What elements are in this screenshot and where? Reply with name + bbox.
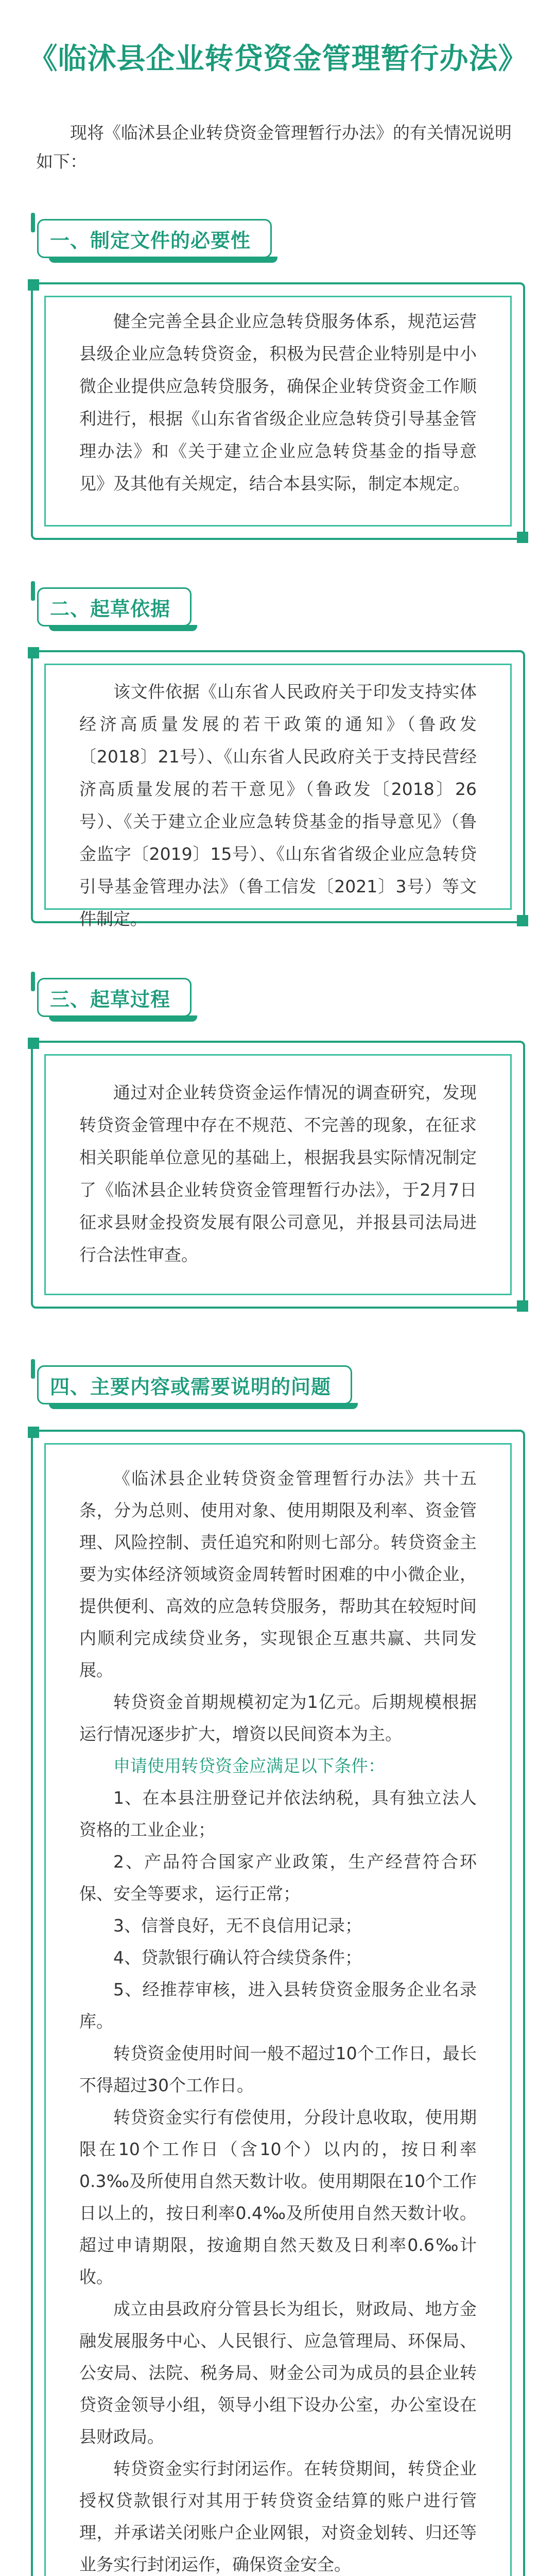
page-title: 《临沭县企业转贷资金管理暂行办法》 <box>28 42 528 76</box>
condition-item: 5、经推荐审核，进入县转贷资金服务企业名录库。 <box>79 1979 477 2031</box>
section-4-paragraph: 成立由县政府分管县长为组长，财政局、地方金融发展服务中心、人民银行、应急管理局、环保局、公安局、法院、税务局、财金公司为成员的县企业转贷资金领导小组，领导小组下设办公室，办公室设在县财政局。 <box>79 2299 477 2447</box>
section-1-box <box>31 282 525 540</box>
section-4-heading <box>31 1365 422 1413</box>
section-4-paragraph: 转贷资金使用时间一般不超过10个工作日，最长不得超过30个工作日。 <box>79 2043 477 2095</box>
condition-item: 4、贷款银行确认符合续贷条件； <box>113 1947 362 1968</box>
section-4-paragraph: 转贷资金实行封闭运作。在转贷期间，转贷企业授权贷款银行对其用于转贷资金结算的账户进行管理，并承诺关闭账户企业网银，对资金划转、归还等业务实行封闭运作，确保资金安全。 <box>79 2459 477 2574</box>
section-4-title: 四、主要内容或需要说明的问题 <box>37 1365 352 1404</box>
section-4-paragraph: 转贷资金首期规模初定为1亿元。后期规模根据运行情况逐步扩大，增资以民间资本为主。 <box>79 1692 477 1744</box>
section-2-title: 二、起草依据 <box>37 587 192 626</box>
section-4-paragraph: 转贷资金实行有偿使用，分段计息收取，使用期限在10个工作日（含10个）以内的，按日利率0.3‰及所使用自然天数计收。使用期限在10个工作日以上的，按日利率0.4‰及所使用自然天数计收。超过申请期限，按逾期自然天数及日利率0.6‰计收。 <box>79 2107 477 2287</box>
section-2-box <box>31 650 525 929</box>
section-2-heading <box>31 587 340 635</box>
section-1-deco <box>31 213 35 232</box>
intro-text: 现将《临沭县企业转贷资金管理暂行办法》的有关情况说明如下： <box>36 123 512 172</box>
section-1-heading <box>31 219 340 266</box>
section-1-title: 一、制定文件的必要性 <box>37 219 272 258</box>
condition-item: 1、在本县注册登记并依法纳税，具有独立法人资格的工业企业； <box>79 1788 477 1840</box>
section-3-box <box>31 1041 525 1309</box>
conditions-heading: 申请使用转贷资金应满足以下条件： <box>113 1756 385 1776</box>
section-2-paragraph: 该文件依据《山东省人民政府关于印发支持实体经济高质量发展的若干政策的通知》（鲁政发〔2018〕21号）、《山东省人民政府关于支持民营经济高质量发展的若干意见》（鲁政发〔2018〕26号）、《关于建立企业应急转贷基金的指导意见》（鲁金监字〔2019〕15号）、《山东省省级企业应急转贷引导基金管理办法》（鲁工信发〔2021〕3号）等文件制定。 <box>79 682 477 929</box>
section-3-paragraph: 通过对企业转贷资金运作情况的调查研究，发现转贷资金管理中存在不规范、不完善的现象，在征求相关职能单位意见的基础上，根据我县实际情况制定了《临沭县企业转贷资金管理暂行办法》，于2月7日征求县财金投资发展有限公司意见，并报县司法局进行合法性审查。 <box>79 1082 477 1265</box>
section-4-box <box>31 1430 525 2576</box>
section-1-paragraph: 健全完善全县企业应急转贷服务体系，规范运营县级企业应急转贷资金，积极为民营企业特别是中小微企业提供应急转贷服务，确保企业转贷资金工作顺利进行，根据《山东省省级企业应急转贷引导基金管理办法》和《关于建立企业应急转贷基金的指导意见》及其他有关规定，结合本县实际，制定本规定。 <box>79 311 477 494</box>
condition-item: 3、信誉良好，无不良信用记录； <box>113 1916 362 1936</box>
section-3-title: 三、起草过程 <box>37 978 192 1017</box>
condition-item: 2、产品符合国家产业政策，生产经营符合环保、安全等要求，运行正常； <box>79 1852 477 1904</box>
section-3-heading <box>31 978 340 1025</box>
section-4-paragraph: 《临沭县企业转贷资金管理暂行办法》共十五条，分为总则、使用对象、使用期限及利率、资金管理、风险控制、责任追究和附则七部分。转贷资金主要为实体经济领域资金周转暂时困难的中小微企业，提供便利、高效的应急转贷服务，帮助其在较短时间内顺利完成续贷业务，实现银企互惠共赢、共同发展。 <box>79 1468 477 1680</box>
